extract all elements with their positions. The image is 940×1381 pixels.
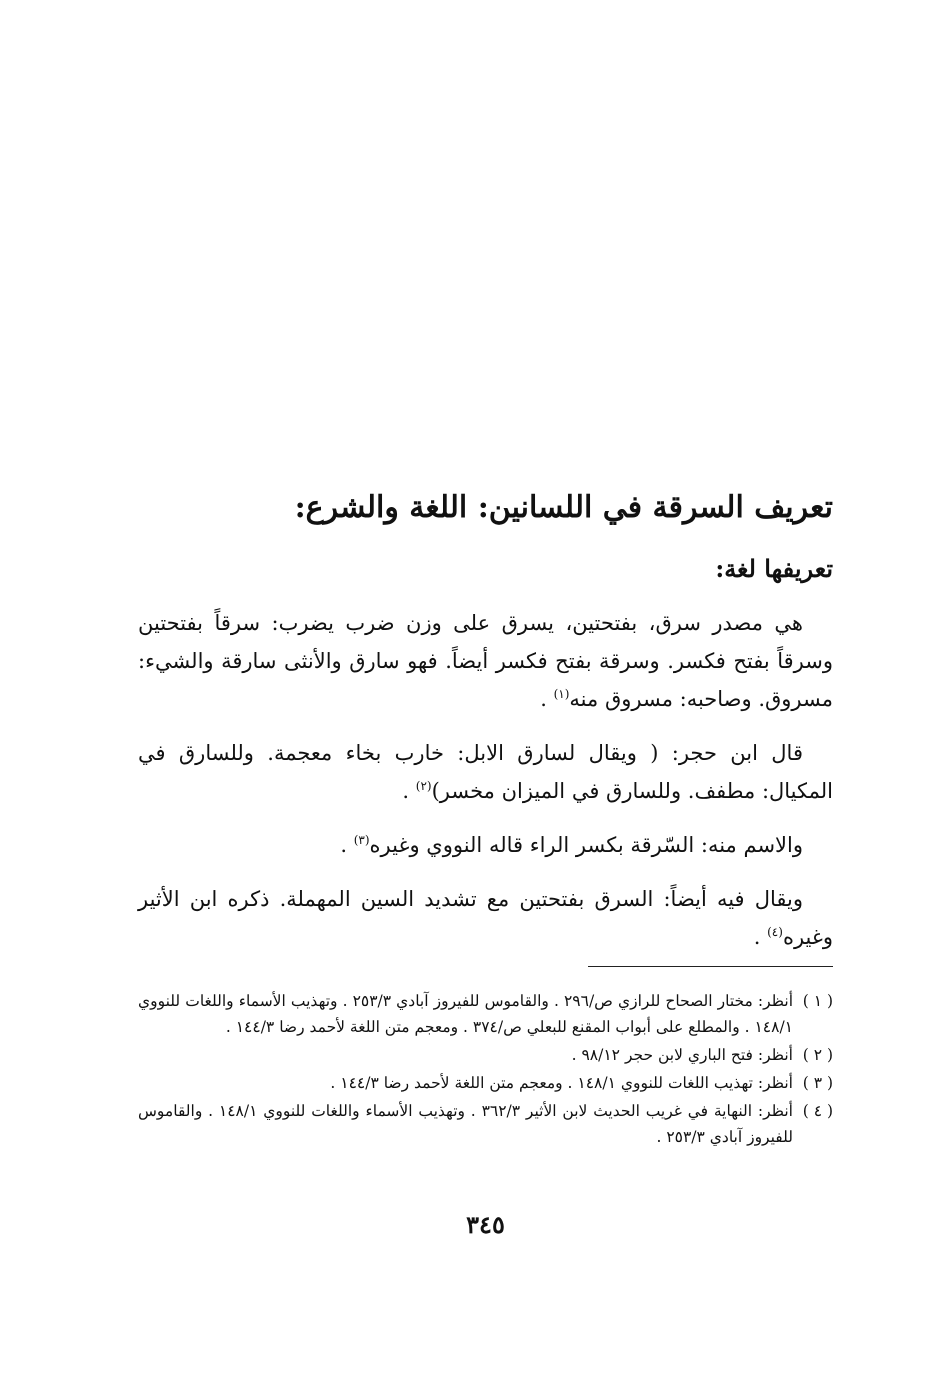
footnote-2 <box>138 1042 833 1068</box>
footnote-ref: (٤) <box>767 925 783 939</box>
section-title: تعريف السرقة في اللسانين: اللغة والشرع: <box>294 490 833 525</box>
footnote-text: أنظر: فتح الباري لابن حجر ٩٨/١٢ . <box>571 1046 793 1064</box>
footnote-number: ( ١ ) <box>802 992 833 1010</box>
footnote-number: ( ٤ ) <box>802 1102 833 1120</box>
footnote-ref: (٣) <box>353 833 370 847</box>
footnote-text: أنظر: مختار الصحاح للرازي ص/٢٩٦ . والقاموس للفيروز آبادي ٢٥٣/٣ . وتهذيب الأسماء واللغات للنووي ١٤٨/١ . والمطلع على أبواب المقنع للبعلي ص/٣٧٤ . ومعجم متن اللغة لأحمد رضا ١٤٤/٣ . <box>138 992 793 1036</box>
paragraph-end: . <box>402 779 416 803</box>
paragraph-end: . <box>340 833 354 857</box>
footnote-text: أنظر: النهاية في غريب الحديث لابن الأثير ٣٦٢/٣ . وتهذيب الأسماء واللغات للنووي ١٤٨/١ . والقاموس للفيروز آبادي ٢٥٣/٣ . <box>138 1102 793 1146</box>
paragraph-end: . <box>753 925 768 949</box>
footnote-ref: (١) <box>553 687 570 701</box>
footnote-number: ( ٣ ) <box>802 1074 833 1092</box>
footnote-divider <box>588 966 833 967</box>
subsection-title: تعريفها لغة: <box>715 554 833 583</box>
body-text <box>138 604 833 972</box>
footnote-4 <box>138 1098 833 1150</box>
footnote-number: ( ٢ ) <box>802 1046 833 1064</box>
paragraph-end: . <box>540 687 554 711</box>
paragraph-3 <box>138 826 833 864</box>
footnote-text: أنظر: تهذيب اللغات للنووي ١٤٨/١ . ومعجم متن اللغة لأحمد رضا ١٤٤/٣ . <box>330 1074 793 1092</box>
footnotes-list <box>138 988 833 1152</box>
footnote-1 <box>138 988 833 1040</box>
paragraph-text: ويقال فيه أيضاً: السرق بفتحتين مع تشديد السين المهملة. ذكره ابن الأثير وغيره <box>138 887 833 949</box>
paragraph-text: هي مصدر سرق، بفتحتين، يسرق على وزن ضرب يضرب: سرقاً بفتحتين وسرقاً بفتح فكسر. وسرقة بفتح فكسر أيضاً. فهو سارق والأنثى سارقة والشيء: مسروق. وصاحبه: مسروق منه <box>138 611 833 711</box>
footnote-ref: (٢) <box>415 779 432 793</box>
paragraph-text: قال ابن حجر: ( ويقال لسارق الابل: خارب بخاء معجمة. وللسارق في المكيال: مطفف. وللسارق في الميزان مخسر) <box>138 741 833 803</box>
book-page <box>138 0 833 1381</box>
paragraph-1 <box>138 604 833 718</box>
paragraph-2 <box>138 734 833 810</box>
paragraph-4 <box>138 880 833 956</box>
paragraph-text: والاسم منه: السّرقة بكسر الراء قاله النووي وغيره <box>369 833 803 857</box>
footnote-3 <box>138 1070 833 1096</box>
page-number: ٣٤٥ <box>466 1210 505 1239</box>
